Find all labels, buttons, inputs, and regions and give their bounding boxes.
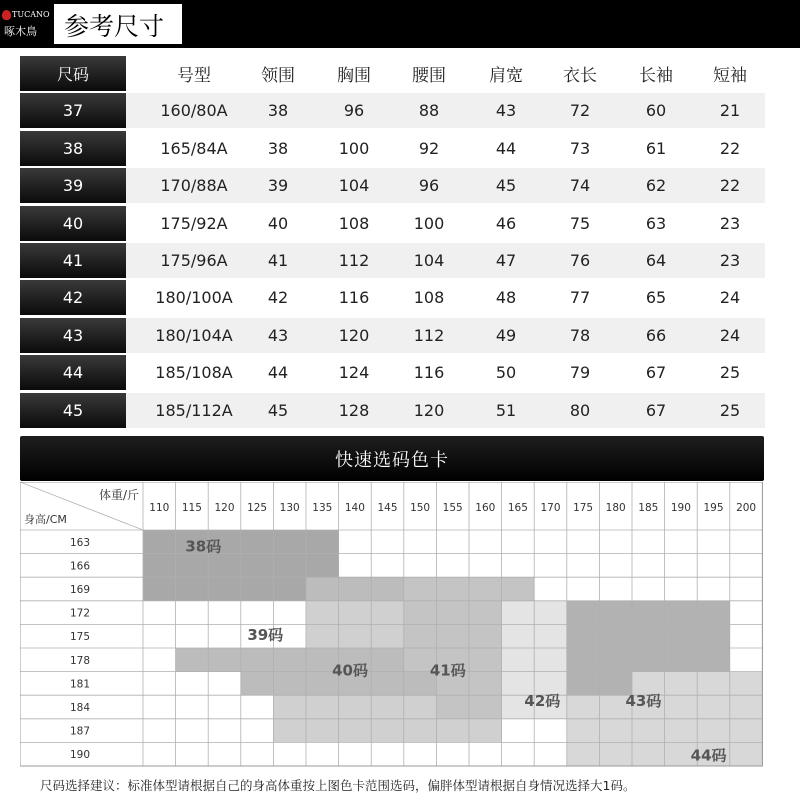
table-cell: 108 — [413, 288, 445, 308]
table-row — [20, 131, 765, 166]
table-cell: 120 — [338, 325, 370, 345]
chart-title: 快速选码色卡 — [335, 449, 449, 471]
zone-fill-2 — [273, 719, 501, 743]
size-label-cell: 41 — [20, 243, 126, 278]
table-cell: 96 — [418, 176, 440, 196]
table-cell: 79 — [569, 363, 591, 383]
table-cell: 170/88A — [160, 176, 228, 196]
table-cell: 46 — [495, 213, 517, 233]
weight-tick-label: 185 — [638, 502, 659, 514]
zone-label: 40码 — [332, 661, 368, 680]
table-cell: 64 — [645, 251, 667, 270]
table-cell: 80 — [569, 400, 591, 420]
table-cell: 22 — [719, 176, 741, 196]
header-bar — [0, 0, 800, 48]
table-cell: 25 — [719, 400, 741, 420]
zone-label: 42码 — [524, 692, 561, 711]
table-cell: 96 — [343, 101, 365, 121]
brand-name-en: TUCANO — [12, 10, 50, 19]
height-tick-label: 163 — [69, 536, 91, 549]
size-advice-note: 尺码选择建议：标准体型请根据自己的身高体重按上图色卡范围选码，偏胖体型请根据自身情况选择大1码。 — [40, 778, 636, 793]
table-cell: 45 — [495, 176, 517, 196]
table-row — [20, 355, 765, 390]
table-cell: 160/80A — [160, 101, 228, 121]
height-tick-label: 190 — [69, 749, 91, 762]
table-cell: 48 — [495, 288, 517, 308]
table-cell: 24 — [719, 325, 741, 345]
table-cell: 24 — [719, 288, 741, 308]
size-label-cell: 38 — [20, 131, 126, 166]
table-cell: 175/96A — [160, 251, 228, 270]
table-cell: 108 — [338, 213, 370, 233]
table-cell: 116 — [338, 288, 370, 308]
height-tick-label: 184 — [69, 702, 91, 714]
table-cell: 45 — [267, 400, 289, 420]
height-tick-label: 181 — [69, 678, 91, 691]
table-cell: 51 — [495, 400, 517, 420]
header-cell: 号型 — [177, 66, 211, 86]
table-row — [20, 168, 765, 203]
height-tick-label: 187 — [69, 725, 91, 738]
brand-name-cn: 啄木鳥 — [4, 25, 37, 38]
header-cell: 衣长 — [563, 66, 597, 86]
header-cell: 尺码 — [20, 56, 126, 91]
woodpecker-logo-icon — [2, 10, 11, 20]
table-cell: 47 — [495, 251, 517, 270]
table-cell: 124 — [338, 363, 370, 383]
size-label-cell: 42 — [20, 280, 126, 315]
weight-tick-label: 125 — [247, 502, 268, 514]
table-cell: 128 — [338, 400, 370, 420]
zone-label: 41码 — [429, 661, 466, 680]
zone-label: 39码 — [247, 626, 284, 645]
table-cell: 92 — [418, 138, 440, 158]
weight-axis-label: 体重/斤 — [98, 488, 139, 502]
header-cell: 短袖 — [713, 66, 747, 86]
table-cell: 112 — [338, 251, 370, 270]
table-cell: 63 — [645, 213, 667, 233]
table-cell: 39 — [267, 176, 289, 196]
table-cell: 67 — [645, 400, 667, 420]
header-cell: 领围 — [261, 66, 295, 86]
header-cell: 腰围 — [412, 66, 446, 86]
table-row — [20, 393, 765, 428]
weight-tick-label: 190 — [670, 502, 691, 514]
size-label-cell: 40 — [20, 206, 126, 241]
zone-label: 43码 — [625, 692, 662, 711]
table-row — [20, 280, 765, 315]
table-cell: 23 — [719, 213, 741, 233]
height-tick-label: 178 — [69, 654, 91, 667]
table-cell: 65 — [645, 288, 667, 308]
table-cell: 180/104A — [155, 325, 233, 345]
weight-tick-label: 155 — [442, 502, 463, 514]
zone-label: 44码 — [690, 746, 727, 765]
table-cell: 42 — [267, 288, 289, 308]
table-cell: 100 — [413, 213, 445, 233]
weight-tick-label: 130 — [279, 502, 300, 514]
size-label-cell: 37 — [20, 93, 126, 128]
table-cell: 50 — [495, 363, 517, 383]
header-cell: 胸围 — [337, 66, 371, 86]
size-selection-grid — [20, 482, 764, 770]
table-cell: 73 — [569, 138, 591, 158]
weight-tick-label: 110 — [149, 502, 170, 514]
table-cell: 78 — [569, 325, 591, 345]
table-row — [20, 93, 765, 128]
table-cell: 67 — [645, 363, 667, 383]
table-cell: 23 — [719, 251, 741, 270]
table-cell: 66 — [645, 325, 667, 345]
table-cell: 72 — [569, 101, 591, 121]
table-cell: 44 — [495, 138, 517, 158]
table-cell: 120 — [413, 400, 445, 420]
height-axis-label: 身高/CM — [24, 513, 67, 526]
table-cell: 74 — [569, 176, 591, 196]
table-cell: 88 — [418, 101, 440, 121]
table-cell: 185/108A — [155, 363, 233, 383]
chart-title-bar — [20, 436, 764, 481]
table-row — [20, 243, 765, 278]
size-table-header — [20, 56, 765, 91]
size-label-cell: 44 — [20, 355, 126, 390]
weight-tick-label: 195 — [703, 502, 724, 514]
table-cell: 77 — [569, 288, 591, 308]
table-cell: 104 — [338, 176, 370, 196]
table-cell: 165/84A — [160, 138, 228, 158]
table-cell: 49 — [495, 325, 517, 345]
height-tick-label: 172 — [69, 607, 91, 620]
table-cell: 116 — [413, 363, 445, 383]
table-cell: 75 — [569, 213, 591, 233]
table-row — [20, 206, 765, 241]
weight-tick-label: 135 — [312, 502, 333, 514]
brand-logo — [2, 8, 52, 42]
table-cell: 43 — [267, 325, 289, 345]
weight-tick-label: 200 — [736, 502, 757, 514]
table-cell: 62 — [645, 176, 667, 196]
weight-tick-label: 145 — [377, 502, 398, 514]
header-cell: 肩宽 — [489, 66, 523, 86]
weight-tick-label: 160 — [475, 502, 496, 514]
table-cell: 104 — [413, 251, 445, 270]
table-row — [20, 318, 765, 353]
zone-label: 38码 — [185, 537, 222, 556]
header-cell: 长袖 — [639, 66, 673, 86]
table-cell: 40 — [267, 213, 289, 233]
table-cell: 60 — [645, 101, 667, 121]
table-cell: 61 — [645, 138, 667, 158]
size-label-cell: 45 — [20, 393, 126, 428]
weight-tick-label: 175 — [573, 502, 594, 514]
weight-tick-label: 165 — [507, 502, 528, 514]
table-cell: 76 — [569, 251, 591, 270]
table-cell: 112 — [413, 325, 445, 345]
weight-tick-label: 180 — [605, 502, 626, 514]
height-tick-label: 169 — [69, 584, 91, 596]
table-cell: 180/100A — [155, 288, 233, 308]
table-cell: 38 — [267, 101, 289, 121]
height-tick-label: 175 — [69, 631, 91, 644]
size-selection-chart — [20, 482, 764, 770]
weight-tick-label: 150 — [410, 502, 431, 514]
table-cell: 25 — [719, 363, 741, 383]
table-cell: 38 — [267, 138, 289, 158]
weight-tick-label: 115 — [181, 502, 202, 514]
weight-tick-label: 170 — [540, 502, 561, 514]
table-cell: 21 — [719, 101, 741, 121]
size-label-cell: 43 — [20, 318, 126, 353]
page-title: 参考尺寸 — [64, 12, 165, 41]
table-cell: 175/92A — [160, 213, 228, 233]
page-title-box — [54, 4, 182, 44]
weight-tick-label: 120 — [214, 502, 235, 514]
size-label-cell: 39 — [20, 168, 126, 203]
table-cell: 41 — [267, 251, 289, 270]
table-cell: 100 — [338, 138, 370, 158]
weight-tick-label: 140 — [344, 502, 365, 514]
table-cell: 22 — [719, 138, 741, 158]
table-cell: 43 — [495, 101, 517, 121]
table-cell: 185/112A — [155, 400, 233, 420]
table-cell: 44 — [267, 363, 289, 383]
height-tick-label: 166 — [69, 560, 91, 573]
